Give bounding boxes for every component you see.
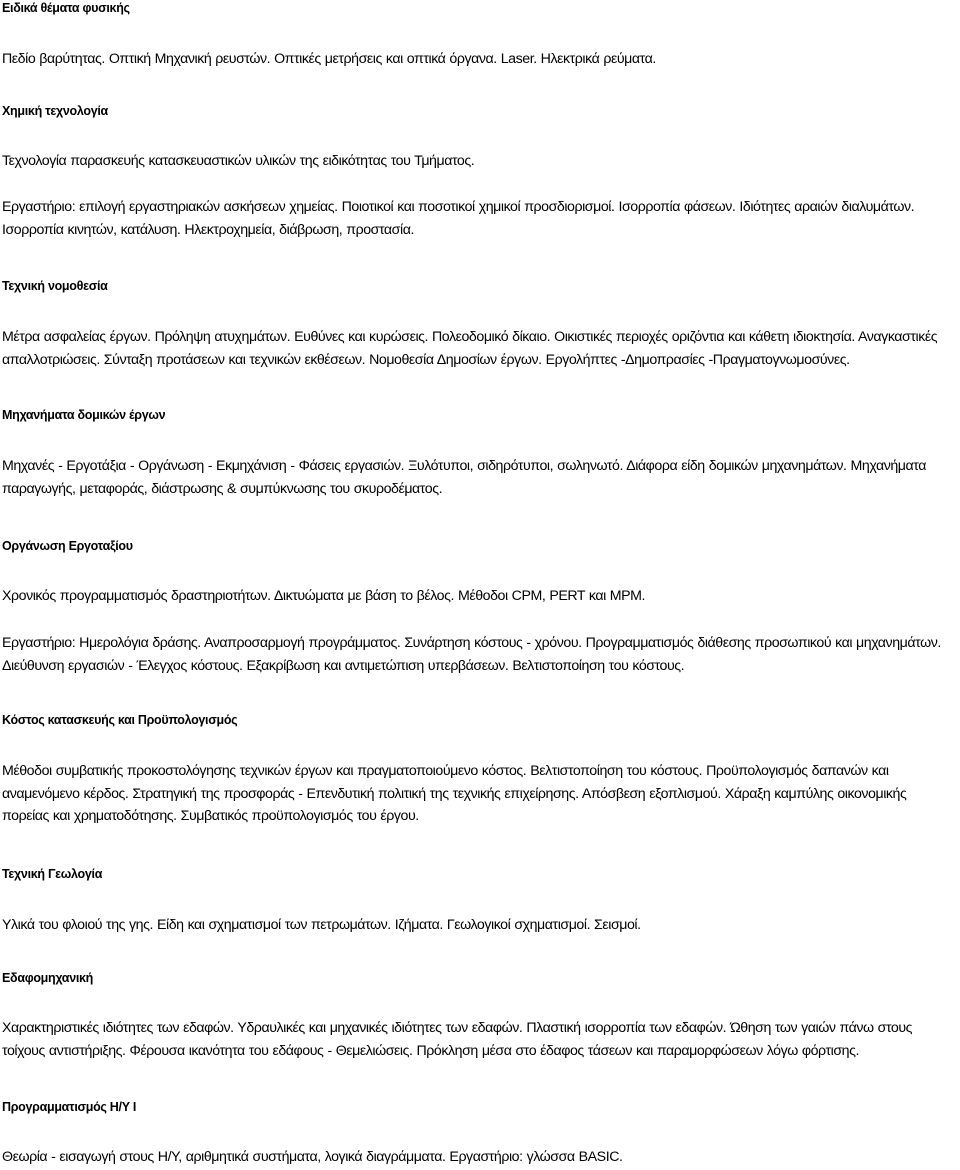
section-title-construction-machinery: Μηχανήματα δομικών έργων (2, 408, 166, 422)
section-text-construction-cost: Μέθοδοι συμβατικής προκοστολόγησης τεχνικών έργων και πραγματοποιούμενο κόστος. Βελτιστοποίηση του κόστους. Προϋπολογισμός δαπανών και αναμενόμενο κέρδος. Στρατηγική της προσφοράς - Επενδυτική πολιτική της τεχνικής επιχείρησης. Απόσβεση εξοπλισμού. Χάραξη καμπύλης οικονομικής πορείας και χρηματοδότησης. Συμβατικός προϋπολογισμός του έργου. (2, 763, 907, 824)
section-title-technical-legislation: Τεχνική νομοθεσία (2, 279, 108, 293)
section-title-construction-cost: Κόστος κατασκευής και Προϋπολογισμός (2, 713, 238, 727)
section-title-site-organization: Οργάνωση Εργοταξίου (2, 539, 133, 553)
section-text-chemical-technology-1: Τεχνολογία παρασκευής κατασκευαστικών υλικών της ειδικότητας του Τμήματος. (2, 153, 475, 169)
section-text-physics: Πεδίο βαρύτητας. Οπτική Μηχανική ρευστών. Οπτικές μετρήσεις και οπτικά όργανα. Laser. Ηλεκτρικά ρεύματα. (2, 51, 656, 67)
section-title-chemical-technology: Χημική τεχνολογία (2, 104, 108, 118)
section-title-engineering-geology: Τεχνική Γεωλογία (2, 867, 103, 881)
section-title-soil-mechanics: Εδαφομηχανική (2, 971, 94, 985)
section-title-computer-programming: Προγραμματισμός Η/Υ Ι (2, 1100, 137, 1114)
section-title-physics: Ειδικά θέματα φυσικής (2, 1, 130, 15)
section-text-site-organization-2: Εργαστήριο: Ημερολόγια δράσης. Αναπροσαρμογή προγράμματος. Συνάρτηση κόστους - χρόνου. Προγραμματισμός διάθεσης προσωπικού και μηχανημάτων. Διεύθυνση εργασιών - Έλεγχος κόστους. Εξακρίβωση και αντιμετώπιση υπερβάσεων. Βελτιστοποίηση του κόστους. (2, 635, 941, 674)
section-text-chemical-technology-2: Εργαστήριο: επιλογή εργαστηριακών ασκήσεων χημείας. Ποιοτικοί και ποσοτικοί χημικοί προσδιορισμοί. Ισορροπία φάσεων. Ιδιότητες αραιών διαλυμάτων. Ισορροπία κινητών, κατάλυση. Ηλεκτροχημεία, διάβρωση, προστασία. (2, 199, 915, 238)
section-text-computer-programming: Θεωρία - εισαγωγή στους Η/Υ, αριθμητικά συστήματα, λογικά διαγράμματα. Εργαστήριο: γλώσσα BASIC. (2, 1149, 623, 1165)
section-text-site-organization-1: Χρονικός προγραμματισμός δραστηριοτήτων. Δικτυώματα με βάση το βέλος. Μέθοδοι CPM, PERT και MPM. (2, 588, 646, 604)
section-text-technical-legislation: Μέτρα ασφαλείας έργων. Πρόληψη ατυχημάτων. Ευθύνες και κυρώσεις. Πολεοδομικό δίκαιο. Οικιστικές περιοχές οριζόντια και κάθετη ιδιοκτησία. Αναγκαστικές απαλλοτριώσεις. Σύνταξη προτάσεων και τεχνικών εκθέσεων. Νομοθεσία Δημοσίων έργων. Εργολήπτες -Δημοπρασίες -Πραγματογνωμοσύνες. (2, 329, 938, 368)
section-text-soil-mechanics: Χαρακτηριστικές ιδιότητες των εδαφών. Υδραυλικές και μηχανικές ιδιότητες των εδαφών. Πλαστική ισορροπία των εδαφών. Ώθηση των γαιών πάνω στους τοίχους αντιστήριξης. Φέρουσα ικανότητα του εδάφους - Θεμελιώσεις. Πρόκληση μέσα στο έδαφος τάσεων και παραμορφώσεων λόγω φόρτισης. (2, 1020, 913, 1059)
section-text-engineering-geology: Υλικά του φλοιού της γης. Είδη και σχηματισμοί των πετρωμάτων. Ιζήματα. Γεωλογικοί σχηματισμοί. Σεισμοί. (2, 917, 641, 933)
section-text-construction-machinery: Μηχανές - Εργοτάξια - Οργάνωση - Εκμηχάνιση - Φάσεις εργασιών. Ξυλότυποι, σιδηρότυποι, σωληνωτό. Διάφορα είδη δομικών μηχανημάτων. Μηχανήματα παραγωγής, μεταφοράς, διάστρωσης & συμπύκνωσης του σκυροδέματος. (2, 458, 926, 497)
